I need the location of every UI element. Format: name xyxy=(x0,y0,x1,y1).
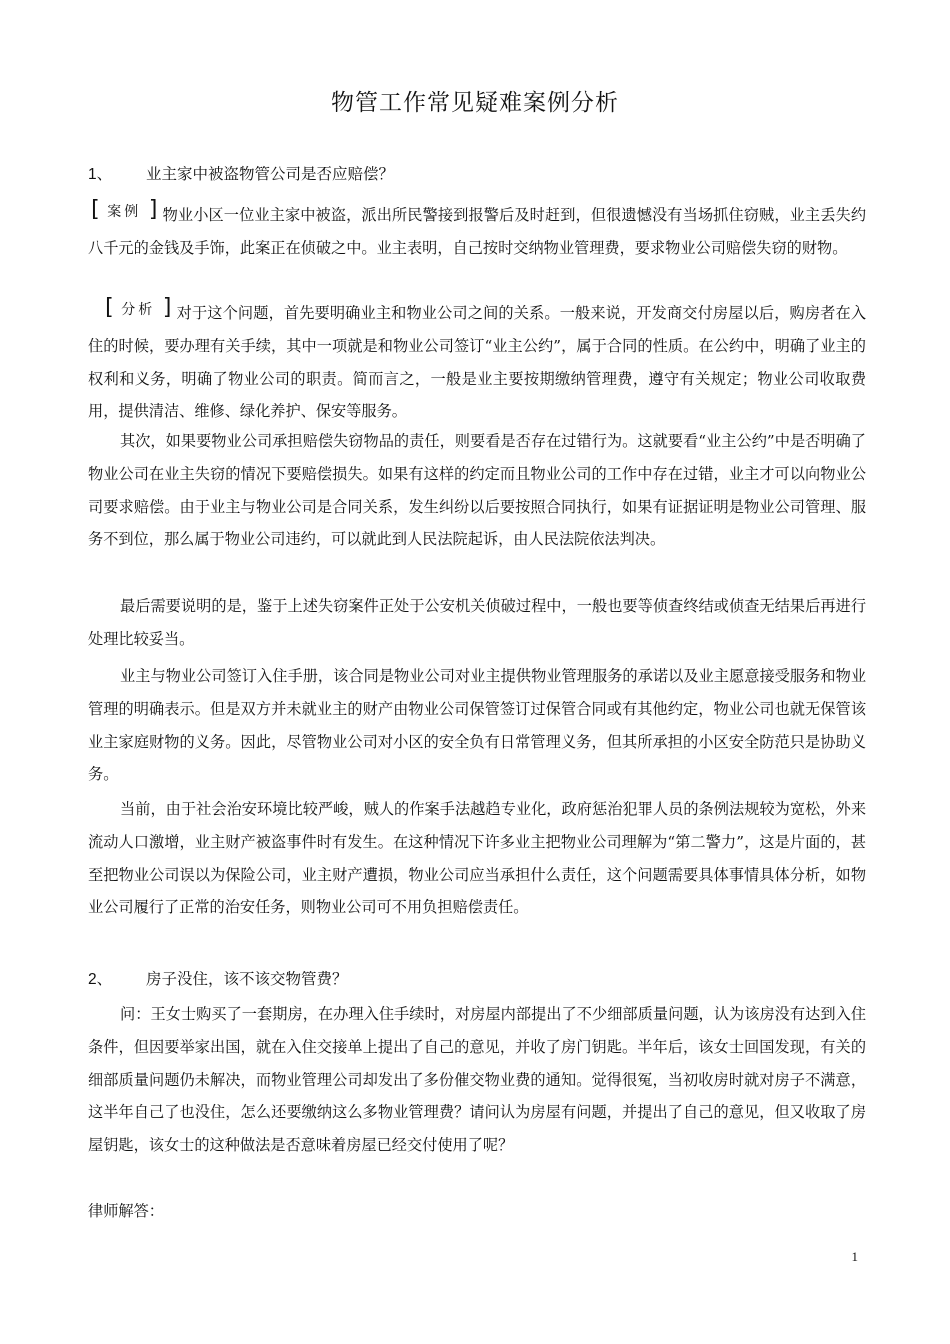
question-2-ask: 问：王女士购买了一套期房，在办理入住手续时，对房屋内部提出了不少细部质量问题，认为该房没有达到入住条件，但因要举家出国，就在入住交接单上提出了自己的意见，并收了房门钥匙。半年后，该女士回国发现，有关的细部质量问题仍未解决，而物业管理公司却发出了多份催交物业费的通知。觉得很冤，当初收房时就对房子不满意，这半年自己了也没住，怎么还要缴纳这么多物业管理费？请问认为房屋有问题，并提出了自己的意见，但又收取了房屋钥匙，该女士的这种做法是否意味着房屋已经交付使用了呢？ xyxy=(88,1005,866,1155)
question-1-heading xyxy=(88,162,394,184)
case-tag-label: 案例 xyxy=(107,204,142,220)
analysis-tag-label: 分析 xyxy=(121,302,156,318)
case-text: 物业小区一位业主家中被盗，派出所民警接到报警后及时赶到，但很遗憾没有当场抓住窃贼，业主丢失约八千元的金钱及手饰，此案正在侦破之中。业主表明，自己按时交纳物业管理费，要求物业公司赔偿失窃的财物。 xyxy=(88,206,866,257)
case-paragraph xyxy=(88,194,866,265)
question-1-number: 1、 xyxy=(88,166,113,183)
question-2-number: 2、 xyxy=(88,971,113,988)
document-title: 物管工作常见疑难案例分析 xyxy=(331,90,619,116)
question-1-text: 业主家中被盗物管公司是否应赔偿？ xyxy=(146,165,395,183)
paragraph-5: 当前，由于社会治安环境比较严峻，贼人的作案手法越趋专业化，政府惩治犯罪人员的条例法规较为宽松，外来流动人口激增，业主财产被盗事件时有发生。在这种情况下许多业主把物业公司理解为“第二警力”，这是片面的，甚至把物业公司误以为保险公司，业主财产遭损，物业公司应当承担什么责任，这个问题需要具体事情具体分析，如物业公司履行了正常的治安任务，则物业公司可不用负担赔偿责任。 xyxy=(88,800,866,917)
question-2-text: 房子没住，该不该交物管费？ xyxy=(146,970,348,988)
analysis-tag: [ 分析 ] xyxy=(102,295,175,320)
paragraph-2: 其次，如果要物业公司承担赔偿失窃物品的责任，则要看是否存在过错行为。这就要看“业主公约”中是否明确了物业公司在业主失窃的情况下要赔偿损失。如果有这样的约定而且物业公司的工作中存在过错，业主才可以向物业公司要求赔偿。由于业主与物业公司是合同关系，发生纠纷以后要按照合同执行，如果有证据证明是物业公司管理、服务不到位，那么属于物业公司违约，可以就此到人民法院起诉，由人民法院依法判决。 xyxy=(88,432,866,549)
paragraph-3: 最后需要说明的是，鉴于上述失窃案件正处于公安机关侦破过程中，一般也要等侦查终结或侦查无结果后再进行处理比较妥当。 xyxy=(88,597,866,648)
question-2-heading xyxy=(88,967,348,989)
lawyer-answer-label: 律师解答： xyxy=(88,1202,164,1220)
paragraph-4: 业主与物业公司签订入住手册，该合同是物业公司对业主提供物业管理服务的承诺以及业主愿意接受服务和物业管理的明确表示。但是双方并未就业主的财产由物业公司保管签订过保管合同或有其他约定，物业公司也就无保管该业主家庭财物的义务。因此，尽管物业公司对小区的安全负有日常管理义务，但其所承担的小区安全防范只是协助义务。 xyxy=(88,667,866,784)
case-tag: [ 案例 ] xyxy=(88,197,161,222)
analysis-text: 对于这个问题，首先要明确业主和物业公司之间的关系。一般来说，开发商交付房屋以后，购房者在入住的时候，要办理有关手续，其中一项就是和物业公司签订“业主公约”，属于合同的性质。在公约中，明确了业主的权利和义务，明确了物业公司的职责。简而言之，一般是业主要按期缴纳管理费，遵守有关规定；物业公司收取费用，提供清洁、维修、绿化养护、保安等服务。 xyxy=(88,304,866,421)
page-number: 1 xyxy=(851,1249,858,1264)
analysis-paragraph xyxy=(88,292,866,428)
